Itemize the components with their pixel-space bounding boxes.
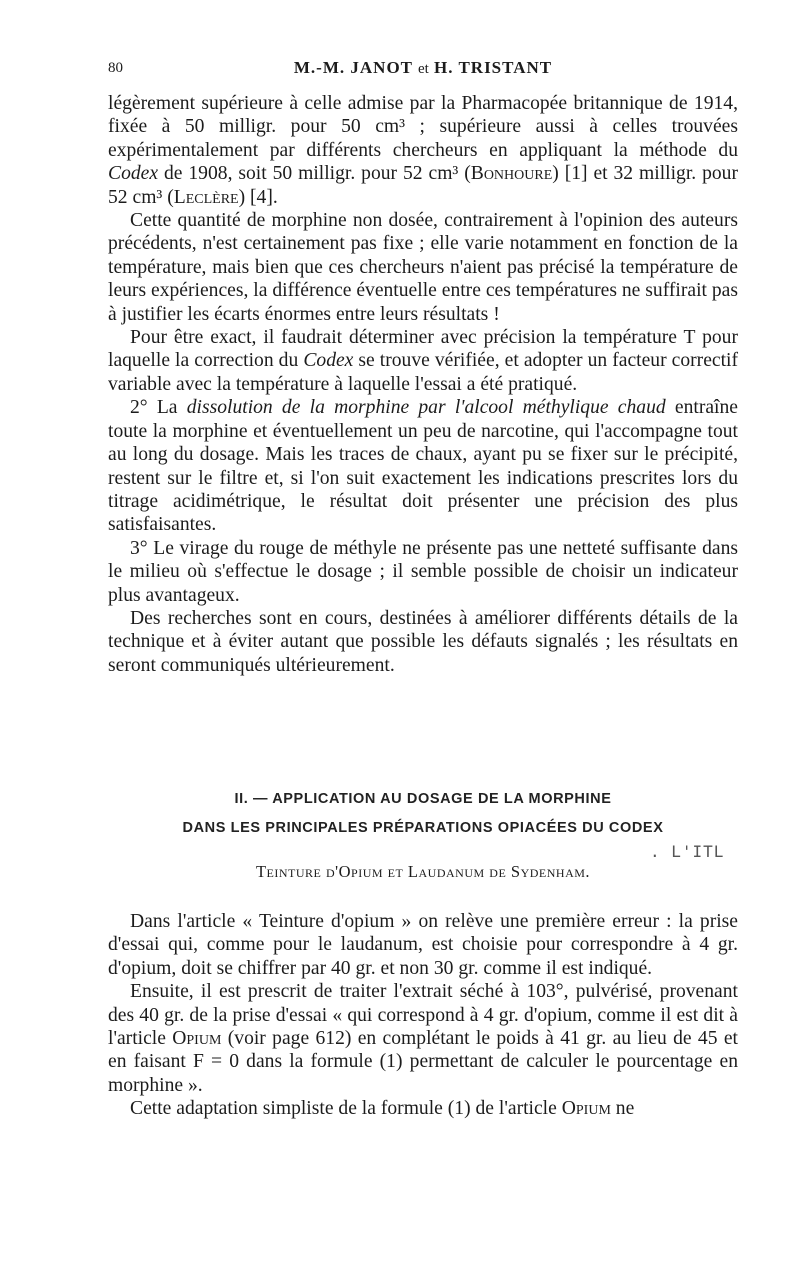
emphasis: dissolution de la morphine par l'alcool méthylique chaud [186, 397, 666, 419]
section-heading-line-1: II. — APPLICATION AU DOSAGE DE LA MORPHINE [234, 791, 612, 807]
article-ref-opium: Opium [561, 1098, 611, 1120]
author-janot: M.-M. JANOT [293, 58, 413, 77]
section-heading-line-2: DANS LES PRINCIPALES PRÉPARATIONS OPIACÉES DU CODEX [182, 820, 664, 836]
author-conjunction: et [417, 61, 429, 77]
article-ref-opium: Opium [172, 1028, 222, 1050]
section-1-body [108, 92, 738, 677]
page-header [108, 58, 738, 84]
paragraph-5: 3° Le virage du rouge de méthyle ne présente pas une netteté suffisante dans le milieu où s'effectue le dosage ; il semble possible de choisir un indicateur plus avantageux. [108, 537, 738, 606]
codex-ref: Codex [108, 163, 159, 185]
paragraph-4: 2° La dissolution de la morphine par l'alcool méthylique chaud entraîne toute la morphine et éventuellement un peu de narcotine, qui l'accompagne tout au long du dosage. Mais les traces de chaux, ayant pu se fixer sur le précipité, restent sur le filtre et, si l'on suit exactement les indications prescrites lors du titrage acidimétrique, le résultat doit présenter une précision des plus satisfaisantes. [108, 397, 738, 536]
paragraph-8: Ensuite, il est prescrit de traiter l'extrait séché à 103°, pulvérisé, provenant des 40 gr. de la prise d'essai « qui correspond à 4 gr. d'opium, comme il est dit à l'article Opium (voir page 612) en complétant le poids à 41 gr. au lieu de 45 et en faisant F = 0 dans la formule (1) permettant de calculer le pourcentage en morphine ». [108, 981, 738, 1096]
author-ref-bonhoure: Bonhoure [470, 163, 553, 185]
author-tristant: H. TRISTANT [434, 58, 553, 77]
paragraph-9: Cette adaptation simpliste de la formule (1) de l'article Opium ne [130, 1098, 635, 1120]
scan-artifact: . L'ITL [650, 842, 725, 861]
paragraph-2: Cette quantité de morphine non dosée, contrairement à l'opinion des auteurs précédents, n'est certainement pas fixe ; elle varie notamment en fonction de la température, mais bien que ces chercheurs n'aient pas précisé la température de leurs expériences, la différence éventuelle entre ces températures ne suffirait pas à justifier les écarts énormes entre leurs résultats ! [108, 210, 738, 325]
codex-ref: Codex [303, 350, 354, 372]
author-ref-leclere: Leclère [173, 186, 239, 208]
page-number: 80 [108, 60, 123, 76]
section-2-body [108, 910, 738, 1121]
paragraph-3: Pour être exact, il faudrait déterminer avec précision la température T pour laquelle la correction du Codex se trouve vérifiée, et adopter un facteur correctif variable avec la température à laquelle l'essai a été pratiqué. [108, 327, 738, 395]
running-title [108, 58, 738, 78]
paragraph-6: Des recherches sont en cours, destinées à améliorer différents détails de la technique et à éviter autant que possible les défauts signalés ; les résultats en seront communiqués ultérieurement. [108, 607, 738, 676]
paragraph-7: Dans l'article « Teinture d'opium » on relève une première erreur : la prise d'essai qui, comme pour le laudanum, est choisie pour correspondre à 4 gr. d'opium, doit se chiffrer par 40 gr. et non 30 gr. comme il est indiqué. [108, 911, 738, 979]
subsection-heading: Teinture d'Opium et Laudanum de Sydenham. [255, 862, 591, 881]
paragraph-1: légèrement supérieure à celle admise par la Pharmacopée britannique de 1914, fixée à 50 milligr. pour 50 cm³ ; supérieure aussi à celles trouvées expérimentalement par différents chercheurs en appliquant la méthode du Codex de 1908, soit 50 milligr. pour 52 cm³ (Bonhoure) [1] et 32 milligr. pour 52 cm³ (Leclère) [4]. [108, 93, 738, 208]
